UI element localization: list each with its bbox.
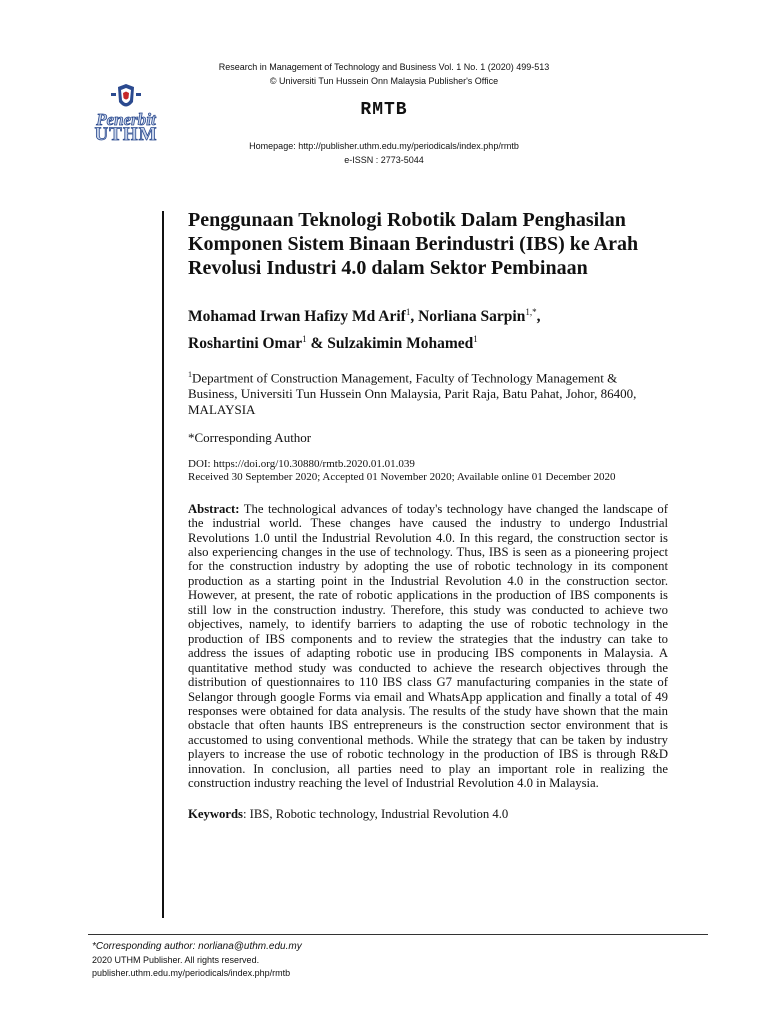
- author-affiliation: [188, 367, 668, 417]
- vertical-rule: [162, 211, 164, 918]
- journal-eissn: e-ISSN : 2773-5044: [344, 155, 424, 165]
- author-name: Sulzakimin Mohamed: [327, 335, 474, 353]
- journal-citation-line: Research in Management of Technology and Business Vol. 1 No. 1 (2020) 499-513: [218, 62, 550, 72]
- author-list: [188, 301, 668, 355]
- author-affiliation-mark: 1: [405, 307, 411, 317]
- journal-homepage: Homepage: http://publisher.uthm.edu.my/periodicals/index.php/rmtb: [249, 141, 519, 151]
- logo-text-uthm: UTHM: [94, 124, 158, 145]
- keywords-text: : IBS, Robotic technology, Industrial Revolution 4.0: [242, 806, 509, 821]
- author-name: Roshartini Omar: [188, 335, 303, 353]
- corresponding-author-note: *Corresponding Author: [188, 430, 312, 446]
- doi-line: DOI: https://doi.org/10.30880/rmtb.2020.01.01.039: [188, 457, 415, 470]
- footer-rule: [88, 934, 708, 935]
- affiliation-mark: 1: [188, 370, 192, 380]
- article-title: Penggunaan Teknologi Robotik Dalam Penghasilan Komponen Sistem Binaan Berindustri (IBS) ke Arah Revolusi Industri 4.0 dalam Sektor Pembinaan: [188, 209, 639, 279]
- article-front-matter: [188, 208, 668, 822]
- author-name: Norliana Sarpin: [418, 308, 526, 326]
- received-dates: Received 30 September 2020; Accepted 01 November 2020; Available online 01 December 2020: [188, 471, 616, 484]
- keywords: [188, 807, 668, 822]
- author-separator: ,: [536, 308, 541, 326]
- abstract: [188, 502, 668, 791]
- author-name: Mohamad Irwan Hafizy Md Arif: [188, 308, 406, 326]
- footer-copyright: 2020 UTHM Publisher. All rights reserved.: [92, 955, 260, 965]
- journal-abbreviation: RMTB: [360, 100, 408, 120]
- author-affiliation-mark: 1: [473, 334, 478, 345]
- author-separator: ,: [410, 308, 419, 326]
- author-affiliation-mark: 1,*: [525, 307, 537, 317]
- affiliation-text: Department of Construction Management, Faculty of Technology Management & Business, Universiti Tun Hussein Onn Malaysia, Parit Raja, Batu Pahat, Johor, 86400, MALAYSIA: [188, 370, 637, 417]
- publisher-line: © Universiti Tun Hussein Onn Malaysia Publisher's Office: [269, 76, 499, 86]
- author-affiliation-mark: 1: [302, 334, 307, 345]
- abstract-label: Abstract:: [188, 501, 240, 516]
- footer-corresponding-email: *Corresponding author: norliana@uthm.edu.my: [92, 941, 302, 952]
- keywords-label: Keywords: [188, 806, 243, 821]
- logo-text-penerbit: Penerbit: [96, 110, 156, 129]
- abstract-text: The technological advances of today's technology have changed the landscape of the industrial world. These changes have caused the industry to undergo Industrial Revolutions 1.0 until the Industrial Revolution 4.0. In this regard, the construction sector is also experiencing changes in the use of technology. Thus, IBS is seen as a pioneering project for the construction industry by adopting the use of robotic technology in its component production as a starting point in the Industrial Revolution 4.0 in the construction sector. However, at present, the rate of robotic applications in the production of IBS components is still low in the construction industry. Therefore, this study was conducted to achieve two objectives, namely, to identify barriers to adapting the use of robotic technology in the production of IBS components and to review the strategies that the industry can take to address the issues of adapting robotic use in producing IBS components in Malaysia. A quantitative method study was conducted to achieve the research objectives through the distribution of questionnaires to 110 IBS class G7 manufacturing companies in the state of Selangor through google Forms via email and WhatsApp application and finally a total of 49 responses were obtained for data analysis. The results of the study have shown that the main obstacle that often haunts IBS entrepreneurs is the construction sector environment that is accustomed to using conventional methods. While the strategy that can be taken by industry players to increase the use of robotic technology in the production of IBS is through R&D innovation. In conclusion, all parties need to play an important role in realizing the construction industry reaching the level of Industrial Revolution 4.0 in Malaysia.: [188, 501, 668, 791]
- author-separator: &: [306, 335, 328, 353]
- footer-url: publisher.uthm.edu.my/periodicals/index.php/rmtb: [92, 968, 291, 978]
